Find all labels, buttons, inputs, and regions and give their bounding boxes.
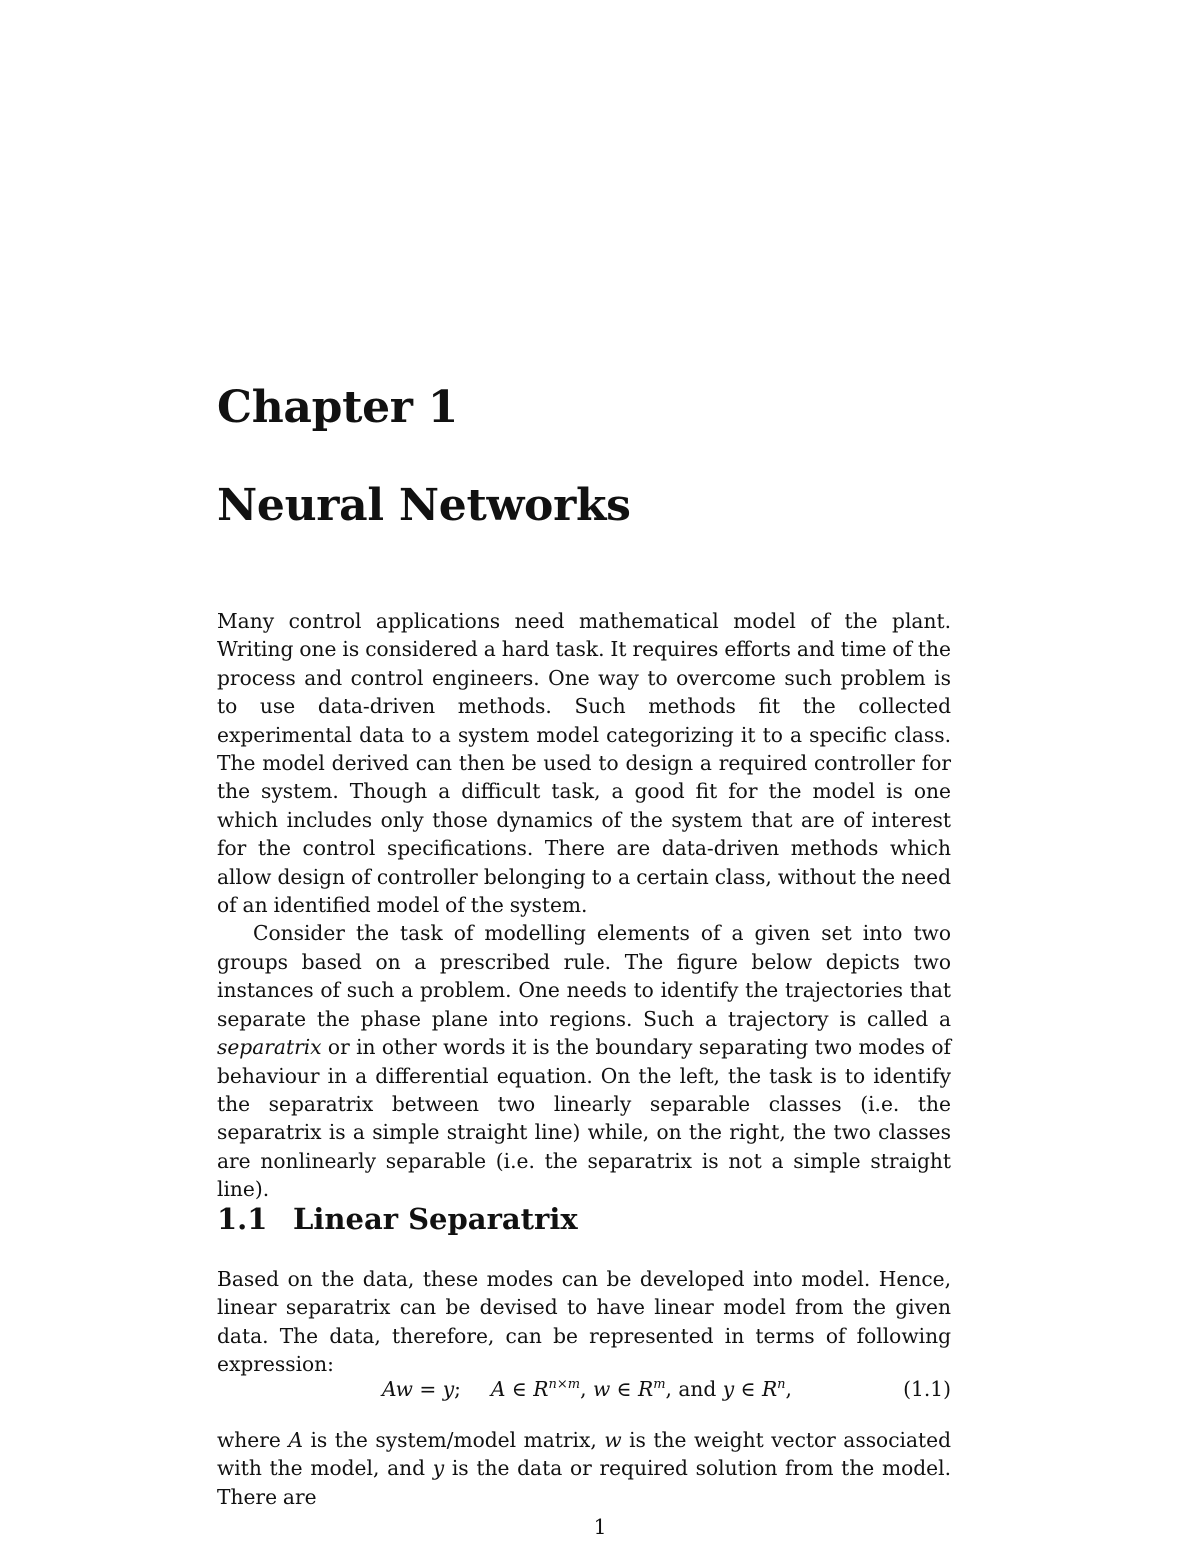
chapter-title: Neural Networks [217, 480, 631, 531]
intro-paragraph-2-end: or in other words it is the boundary separating two modes of behaviour in a differential equation. On the left, the task is to identify the separatrix between two linearly separable classes (i.e. the separatrix is a simple straight line) while, on the right, the two classes are nonlinearly separable (i.e. the separatrix is not a simple straight line). [217, 1035, 951, 1202]
eq-comma-2: , [665, 1377, 679, 1401]
intro-text [217, 607, 951, 1204]
eq-dim-w: m [653, 1377, 666, 1392]
eq-real-1: R [533, 1377, 549, 1401]
eq-and: and [678, 1377, 723, 1401]
eq-dim-a: n×m [548, 1377, 581, 1392]
post-eq-text-4: is the data or required solution from the model. There are [217, 1456, 951, 1509]
post-eq-text-2: is the system/model matrix, [302, 1428, 605, 1452]
intro-paragraph-1: Many control applications need mathematical model of the plant. Writing one is considered a hard task. It requires efforts and time of the process and control engineers. One way to overcome such problem is to use data-driven methods. Such methods fit the collected experimental data to a system model categorizing it to a specific class. The model derived can then be used to design a required controller for the system. Though a difficult task, a good fit for the model is one which includes only those dynamics of the system that are of interest for the control specifications. There are data-driven methods which allow design of controller belonging to a certain class, without the need of an identified model of the system. [217, 609, 951, 918]
section-heading [217, 1200, 578, 1238]
separatrix-term: separatrix [217, 1035, 322, 1060]
section-number: 1.1 [217, 1202, 268, 1236]
equation-body [382, 1374, 792, 1404]
equation-1-1 [217, 1374, 951, 1404]
chapter-label: Chapter 1 [217, 382, 459, 433]
eq-separator: ; [454, 1377, 461, 1401]
eq-real-3: R [761, 1377, 778, 1401]
section-text [217, 1265, 951, 1379]
intro-paragraph-2 [217, 919, 951, 1203]
post-eq-vector-y: y [432, 1456, 445, 1481]
eq-dim-y: n [777, 1377, 786, 1392]
eq-tail: , [785, 1377, 792, 1401]
post-eq-text-3: is the weight vector associated with the model, and [217, 1428, 951, 1481]
eq-vector-y: y [722, 1377, 735, 1401]
post-eq-vector-w: w [604, 1428, 622, 1452]
eq-real-2: R [638, 1377, 654, 1401]
eq-matrix-a: A [490, 1377, 506, 1401]
section-title: Linear Separatrix [293, 1202, 578, 1236]
intro-paragraph-2-start: Consider the task of modelling elements of a given set into two groups based on a prescribed rule. The figure below depicts two instances of such a problem. One needs to identify the trajectories that separate the phase plane into regions. Such a trajectory is called a [217, 921, 951, 1031]
eq-comma-1: , [580, 1377, 593, 1401]
eq-lhs: Aw [382, 1377, 413, 1401]
eq-equals: = [412, 1377, 443, 1401]
page-number: 1 [593, 1515, 607, 1539]
eq-in-2: ∈ [610, 1377, 638, 1401]
post-eq-text-1: where [217, 1428, 289, 1452]
post-equation-text [217, 1426, 951, 1511]
post-equation-paragraph [217, 1426, 951, 1511]
post-eq-matrix-a: A [288, 1428, 303, 1452]
eq-vector-w: w [592, 1377, 611, 1401]
eq-in-3: ∈ [734, 1377, 762, 1401]
equation-number: (1.1) [903, 1377, 951, 1401]
eq-rhs: y [442, 1377, 455, 1401]
eq-in-1: ∈ [505, 1377, 534, 1401]
section-paragraph: Based on the data, these modes can be developed into model. Hence, linear separatrix can be devised to have linear model from the given data. The data, therefore, can be represented in terms of following expression: [217, 1267, 951, 1377]
